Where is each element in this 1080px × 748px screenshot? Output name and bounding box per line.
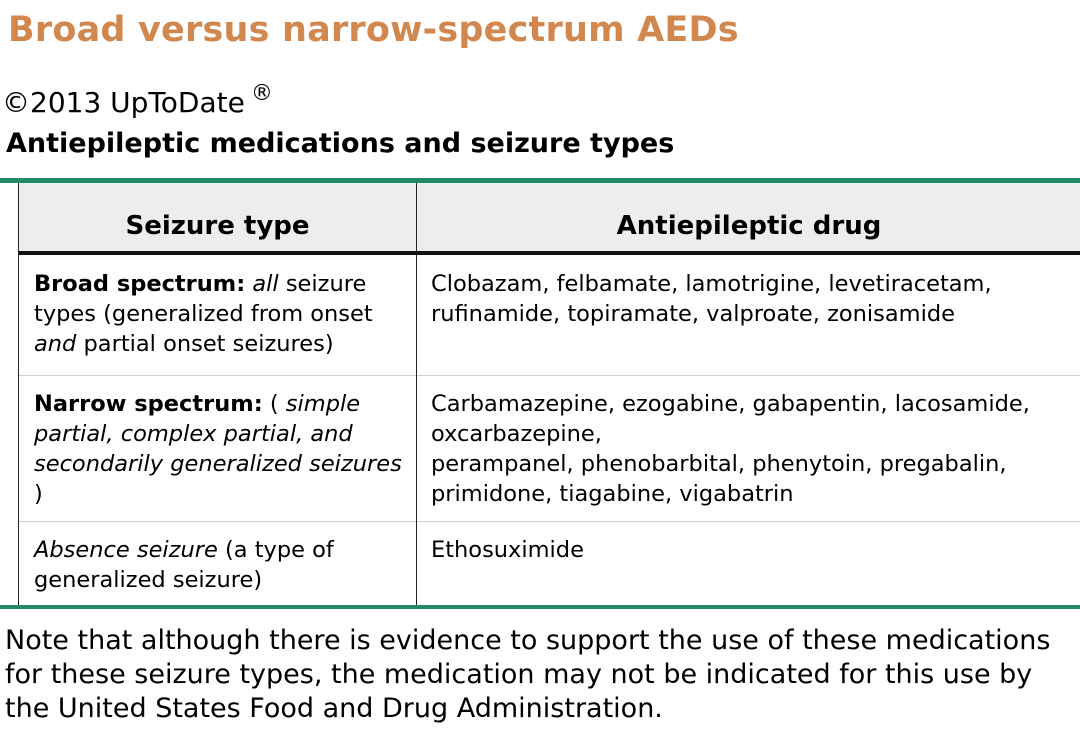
drug-list-line: perampanel, phenobarbital, phenytoin, pregabalin, primidone, tiagabine, vigabatrin	[431, 451, 1007, 507]
seizure-type-cell-absence	[19, 521, 417, 605]
table-bottom-rule	[0, 605, 1080, 609]
footnote: Note that although there is evidence to support the use of these medications for these seizure types, the medication may not be indicated for this use by the United States Food and Drug Administration.	[5, 625, 1051, 724]
aed-table	[18, 183, 1080, 605]
column-header-antiepileptic-drug: Antiepileptic drug	[417, 183, 1080, 255]
seizure-type-emphasis: all	[252, 271, 279, 297]
seizure-type-emphasis: and	[34, 331, 77, 357]
seizure-type-text: partial onset seizures)	[76, 331, 334, 357]
slide-title: Broad versus narrow-spectrum AEDs	[8, 10, 739, 50]
seizure-type-text: )	[34, 481, 43, 507]
registered-mark: ®	[250, 81, 273, 106]
seizure-type-emphasis: Absence seizure	[34, 537, 218, 563]
seizure-type-text: seizure types (generalized from onset	[34, 271, 373, 327]
seizure-type-text: (a type of generalized seizure)	[34, 537, 334, 593]
copyright-notice	[2, 81, 273, 119]
seizure-type-emphasis: simple partial, complex partial, and secondarily generalized seizures	[34, 391, 402, 477]
drug-list-line: Carbamazepine, ezogabine, gabapentin, lacosamide, oxcarbazepine,	[431, 391, 1030, 447]
drug-list-cell-broad: Clobazam, felbamate, lamotrigine, levetiracetam, rufinamide, topiramate, valproate, zonisamide	[431, 271, 992, 327]
seizure-type-text: (	[262, 391, 286, 417]
seizure-type-cell-broad	[19, 255, 417, 375]
copyright-text: ©2013 UpToDate	[2, 86, 245, 119]
column-header-seizure-type: Seizure type	[19, 183, 417, 255]
table-heading: Antiepileptic medications and seizure types	[6, 128, 675, 159]
seizure-type-cell-narrow	[19, 375, 417, 521]
seizure-type-label: Broad spectrum:	[34, 271, 246, 297]
drug-list-cell-narrow	[417, 375, 1080, 521]
seizure-type-label: Narrow spectrum:	[34, 391, 263, 417]
drug-list-cell-absence: Ethosuximide	[431, 537, 584, 563]
